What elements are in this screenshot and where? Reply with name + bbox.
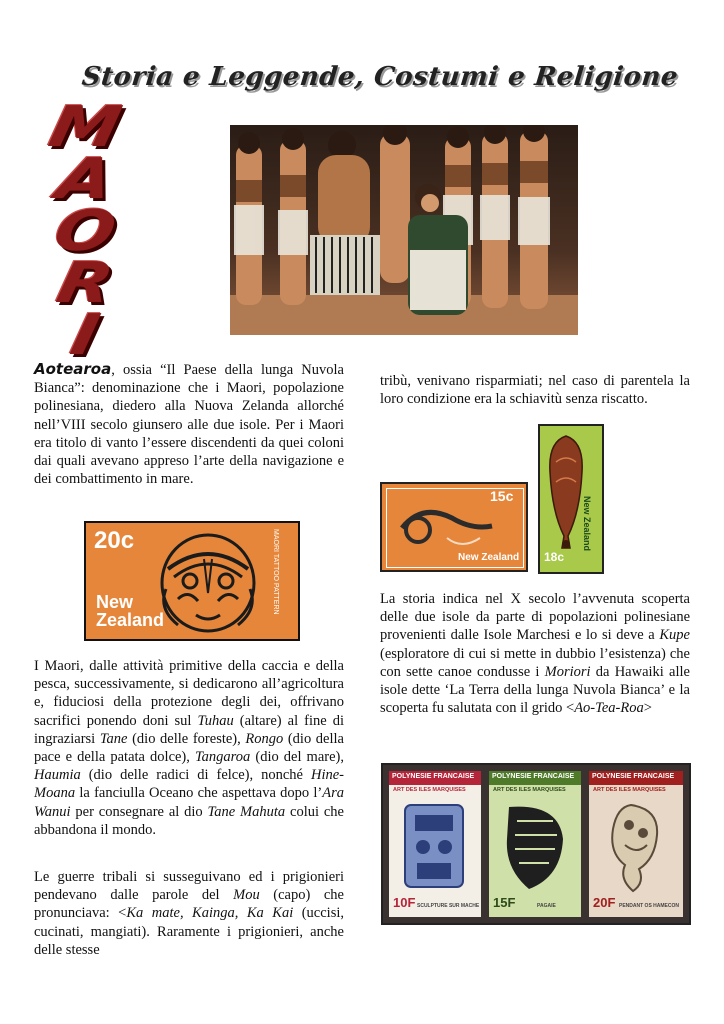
text-run: (altare) al fine di ingraziarsi <box>34 712 344 747</box>
stamp-caption: SCULPTURE SUR MACHE <box>417 903 480 909</box>
text-run: (uccisi, cucinati, mangiati). Raramente i prigionieri, anche delle stesse <box>34 905 344 958</box>
text-run: (dio della pace e della patata dolce), <box>34 730 344 766</box>
pendant-icon <box>601 799 671 895</box>
intro-paragraph <box>34 360 344 488</box>
stamp-value: 15c <box>490 488 514 504</box>
photo-illustration <box>230 125 578 335</box>
slavery-paragraph: tribù, venivano risparmiati; nel caso di parentela la loro condizione era la schiavitù senza riscatto. <box>380 373 690 408</box>
stamp-country: New Zealand <box>582 496 592 552</box>
text-run: > <box>643 700 652 717</box>
stamp-country-line1: New <box>96 592 134 612</box>
text-run-italic: Tangaroa <box>194 749 251 766</box>
text-run: (dio delle foreste), <box>127 730 246 747</box>
stamp-nz-15c <box>380 482 528 572</box>
text-run: (dio del mare), <box>250 749 344 766</box>
text-run-italic: Ao-Tea-Roa <box>574 700 644 717</box>
stamp-strip-polynesie <box>381 763 691 925</box>
vertical-letter-m: M <box>43 95 127 160</box>
vertical-letter-i: I <box>65 303 106 368</box>
stamp-sub: ART DES ILES MARQUISES <box>493 787 566 793</box>
text-run: (dio delle radici di felce), nonché <box>80 767 311 784</box>
stamp-value: 20c <box>94 527 135 554</box>
text-run-italic: Rongo <box>245 730 284 747</box>
gods-paragraph <box>34 657 344 839</box>
carving-icon <box>401 801 467 891</box>
text-run-italic: Tuhau <box>197 712 234 729</box>
text-run: da Hawaiki alle isole dette ‘La Terra della lunga Nuvola Bianca’ e la scoperta fu salutata con il grido < <box>380 663 690 717</box>
text-run: La storia indica nel X secolo l’avvenuta scoperta delle due isole da parte di popolazioni polinesiane provenienti dalle Isole Marchesi e lo si deve a <box>380 591 690 644</box>
stamp-country-line2: Zealand <box>96 610 165 630</box>
text-run: colui che abbandona il mondo. <box>34 803 344 838</box>
stamp-pf-10f <box>389 771 481 917</box>
text-run-italic: Kupe <box>659 627 690 644</box>
stamp-caption: MAORI TATTOO PATTERN <box>272 529 279 615</box>
text-run: la fanciulla Oceano che aspettava dopo l’ <box>75 785 323 802</box>
stamp-value: 18c <box>544 550 565 564</box>
text-run-italic: Ka mate, Kainga, Ka Kai <box>126 905 294 922</box>
aotearoa-lead: Aotearoa <box>34 360 112 378</box>
intro-text: , ossia “Il Paese della lunga Nuvola Bianca”: denominazione che i Maori, popolazione polinesiana, diedero alla Nuova Zelanda allorché nell’VIII secolo giunsero alle due isole. Per i Maori era titolo di vanto l’essere discendenti da quei coloni dai quali avevano appreso l’arte della navigazione e dei combattimento in mare. <box>34 362 344 488</box>
stamp-value: 20F <box>593 895 616 910</box>
stamp-caption: PAGAIE <box>537 903 556 909</box>
stamp-header: POLYNESIE FRANCAISE <box>492 773 575 780</box>
tattoo-face-icon <box>148 529 268 633</box>
discovery-paragraph <box>380 590 690 717</box>
maori-dancers-photo <box>230 125 578 335</box>
stamp-value: 10F <box>393 895 416 910</box>
stamp-nz-20c <box>84 521 300 641</box>
stamp-sub: ART DES ILES MARQUISES <box>593 787 666 793</box>
text-run-italic: Moriori <box>544 663 591 680</box>
text-run-italic: Tane Mahuta <box>207 803 286 820</box>
text-run: I Maori, dalle attività primitive della caccia e della pesca, successivamente, si dedicarono all’agricoltura e, fiduciosi della protezione degli dei, offrivano sacrifici ponendo doni sul <box>34 658 344 729</box>
vertical-letter-o: O <box>48 199 122 264</box>
vertical-letter-a: A <box>51 147 120 212</box>
text-run-italic: Haumia <box>34 767 81 784</box>
stamp-pf-15f <box>489 771 581 917</box>
stamp-country: New Zealand <box>458 552 520 563</box>
stamp-nz-18c <box>538 424 604 574</box>
text-run-italic: Ara Wanui <box>34 785 344 820</box>
stamp-value: 15F <box>493 895 516 910</box>
stamp-header: POLYNESIE FRANCAISE <box>592 773 675 780</box>
text-run: (capo) che pronunciava: < <box>34 887 344 922</box>
vertical-letter-r: R <box>51 251 119 316</box>
page-title: Storia e Leggende, Costumi e Religione <box>80 62 680 92</box>
wars-paragraph <box>34 868 344 959</box>
text-run: (esploratore di cui si mette in dubbio l’esistenza) che con sette canoe condusse i <box>380 645 690 680</box>
text-run: per consegnare al dio <box>70 803 208 820</box>
text-run-italic: Hine-Moana <box>34 767 344 802</box>
paddle-icon <box>499 799 571 895</box>
stamp-sub: ART DES ILES MARQUISES <box>393 787 466 793</box>
stamp-header: POLYNESIE FRANCAISE <box>392 773 475 780</box>
text-run-italic: Mou <box>233 887 260 904</box>
text-run: Le guerre tribali si susseguivano ed i prigionieri pendevano dalle parole del <box>34 869 344 904</box>
fish-hook-icon <box>392 498 502 552</box>
stamp-pf-20f <box>589 771 683 917</box>
patu-club-icon <box>546 432 586 552</box>
text-run-italic: Tane <box>99 730 128 747</box>
stamp-caption: PENDANT OS HAMECON <box>619 903 680 909</box>
